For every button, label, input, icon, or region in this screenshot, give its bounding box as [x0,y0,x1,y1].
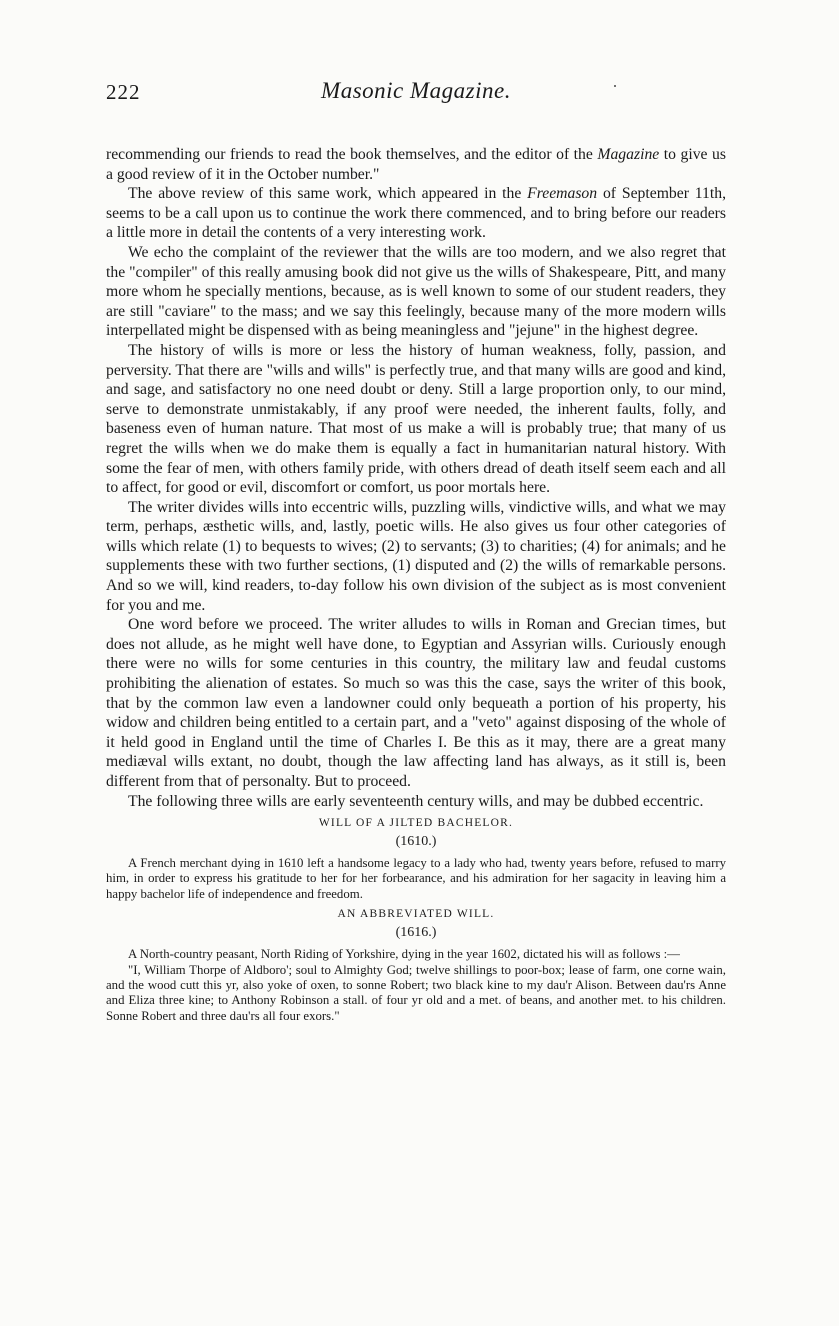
section-paragraph: A French merchant dying in 1610 left a handsome legacy to a lady who had, twenty years before, refused to marry him, in order to express his gratitude to her for her forbearance, and his admiration for her sagacity in leaving him a happy bachelor life of independence and freedom. [106,856,726,901]
paragraph-2: The above review of this same work, which appeared in the Freemason of September 11th, seems to be a call upon us to continue the work there commenced, and to bring before our readers a little more in detail the contents of a very interesting work. [106,185,727,242]
section-title: AN ABBREVIATED WILL. [337,907,495,920]
will-section-abbreviated [106,905,726,1024]
page-number: 222 [106,80,141,104]
will-quotation: "I, William Thorpe of Aldboro'; soul to Almighty God; twelve shillings to poor-box; lease of farm, one corne wain, and the wood cutt this yr, also yoke of oxen, to sonne Robert; two black kine to my dau'r Alison. Between dau'rs Anne and Eliza three kine; to Anthony Robinson a stall. of four yr old and a met. of beans, and another met. to his children. Sonne Robert and three dau'rs all four exors." [106,963,726,1023]
section-year: (1610.) [395,834,437,850]
section-title: WILL OF A JILTED BACHELOR. [318,817,514,830]
print-speck [614,85,616,87]
will-section-jilted-bachelor [106,814,726,902]
paragraph-6: One word before we proceed. The writer alludes to wills in Roman and Grecian times, but does not allude, as he might well have done, to Egyptian and Assyrian wills. Curiously enough there were no wills for some centuries in this country, the military law and feudal customs prohibiting the alienation of estates. So much so was this the case, says the writer of this book, that by the common law even a landowner could only bequeath a portion of his property, his widow and children being entitled to a certain part, and a "veto" against disposing of the whole of it held good in England until the time of Charles I. Be this as it may, there are a great many mediæval wills extant, no doubt, though the law affecting land has always, as it still is, been different from that of personalty. But to proceed. [106,616,726,790]
paragraph-1: recommending our friends to read the book themselves, and the editor of the Magazine to give us a good review of it in the October number." [106,146,726,183]
paragraph-3: We echo the complaint of the reviewer that the wills are too modern, and we also regret that the "compiler" of this really amusing book did not give us the wills of Shakespeare, Pitt, and many more whom he specially mentions, because, as is well known to some of our student readers, they are still "caviare" to the mass; and we say this feelingly, because many of the more modern wills interpellated might be dispensed with as being meaningless and "jejune" in the highest degree. [106,243,726,340]
paragraph-5: The writer divides wills into eccentric wills, puzzling wills, vindictive wills, and what we may term, perhaps, æsthetic wills, and, lastly, poetic wills. He also gives us four other categories of wills which relate (1) to bequests to wives; (2) to servants; (3) to charities; (4) for animals; and he supplements these with two further sections, (1) disputed and (2) the wills of remarkable persons. And so we will, kind readers, to-day follow his own division of the subject as is most convenient for you and me. [106,498,726,614]
page-header [106,78,726,118]
section-year: (1616.) [395,924,437,940]
paragraph-7: The following three wills are early seventeenth century wills, and may be dubbed eccentric. [128,792,704,810]
paragraph-4: The history of wills is more or less the history of human weakness, folly, passion, and perversity. That there are "wills and wills" is perfectly true, and that many wills are good and kind, and sage, and satisfactory no one need doubt or deny. Still a large proportion only, to our mind, serve to demonstrate unmistakably, if any proof were needed, the inherent faults, folly, and baseness even of human nature. That most of us make a will is probably true; that many of us regret the wills when we do make them is equally a fact in humanitarian natural history. With some the fear of men, with others family pride, with others dread of death itself seem each and all to affect, for good or evil, discomfort or comfort, us poor mortals here. [106,341,726,497]
section-paragraph: A North-country peasant, North Riding of Yorkshire, dying in the year 1602, dictated his will as follows :— [128,946,680,961]
running-head: Masonic Magazine. [321,78,511,103]
article-body [106,145,726,1024]
